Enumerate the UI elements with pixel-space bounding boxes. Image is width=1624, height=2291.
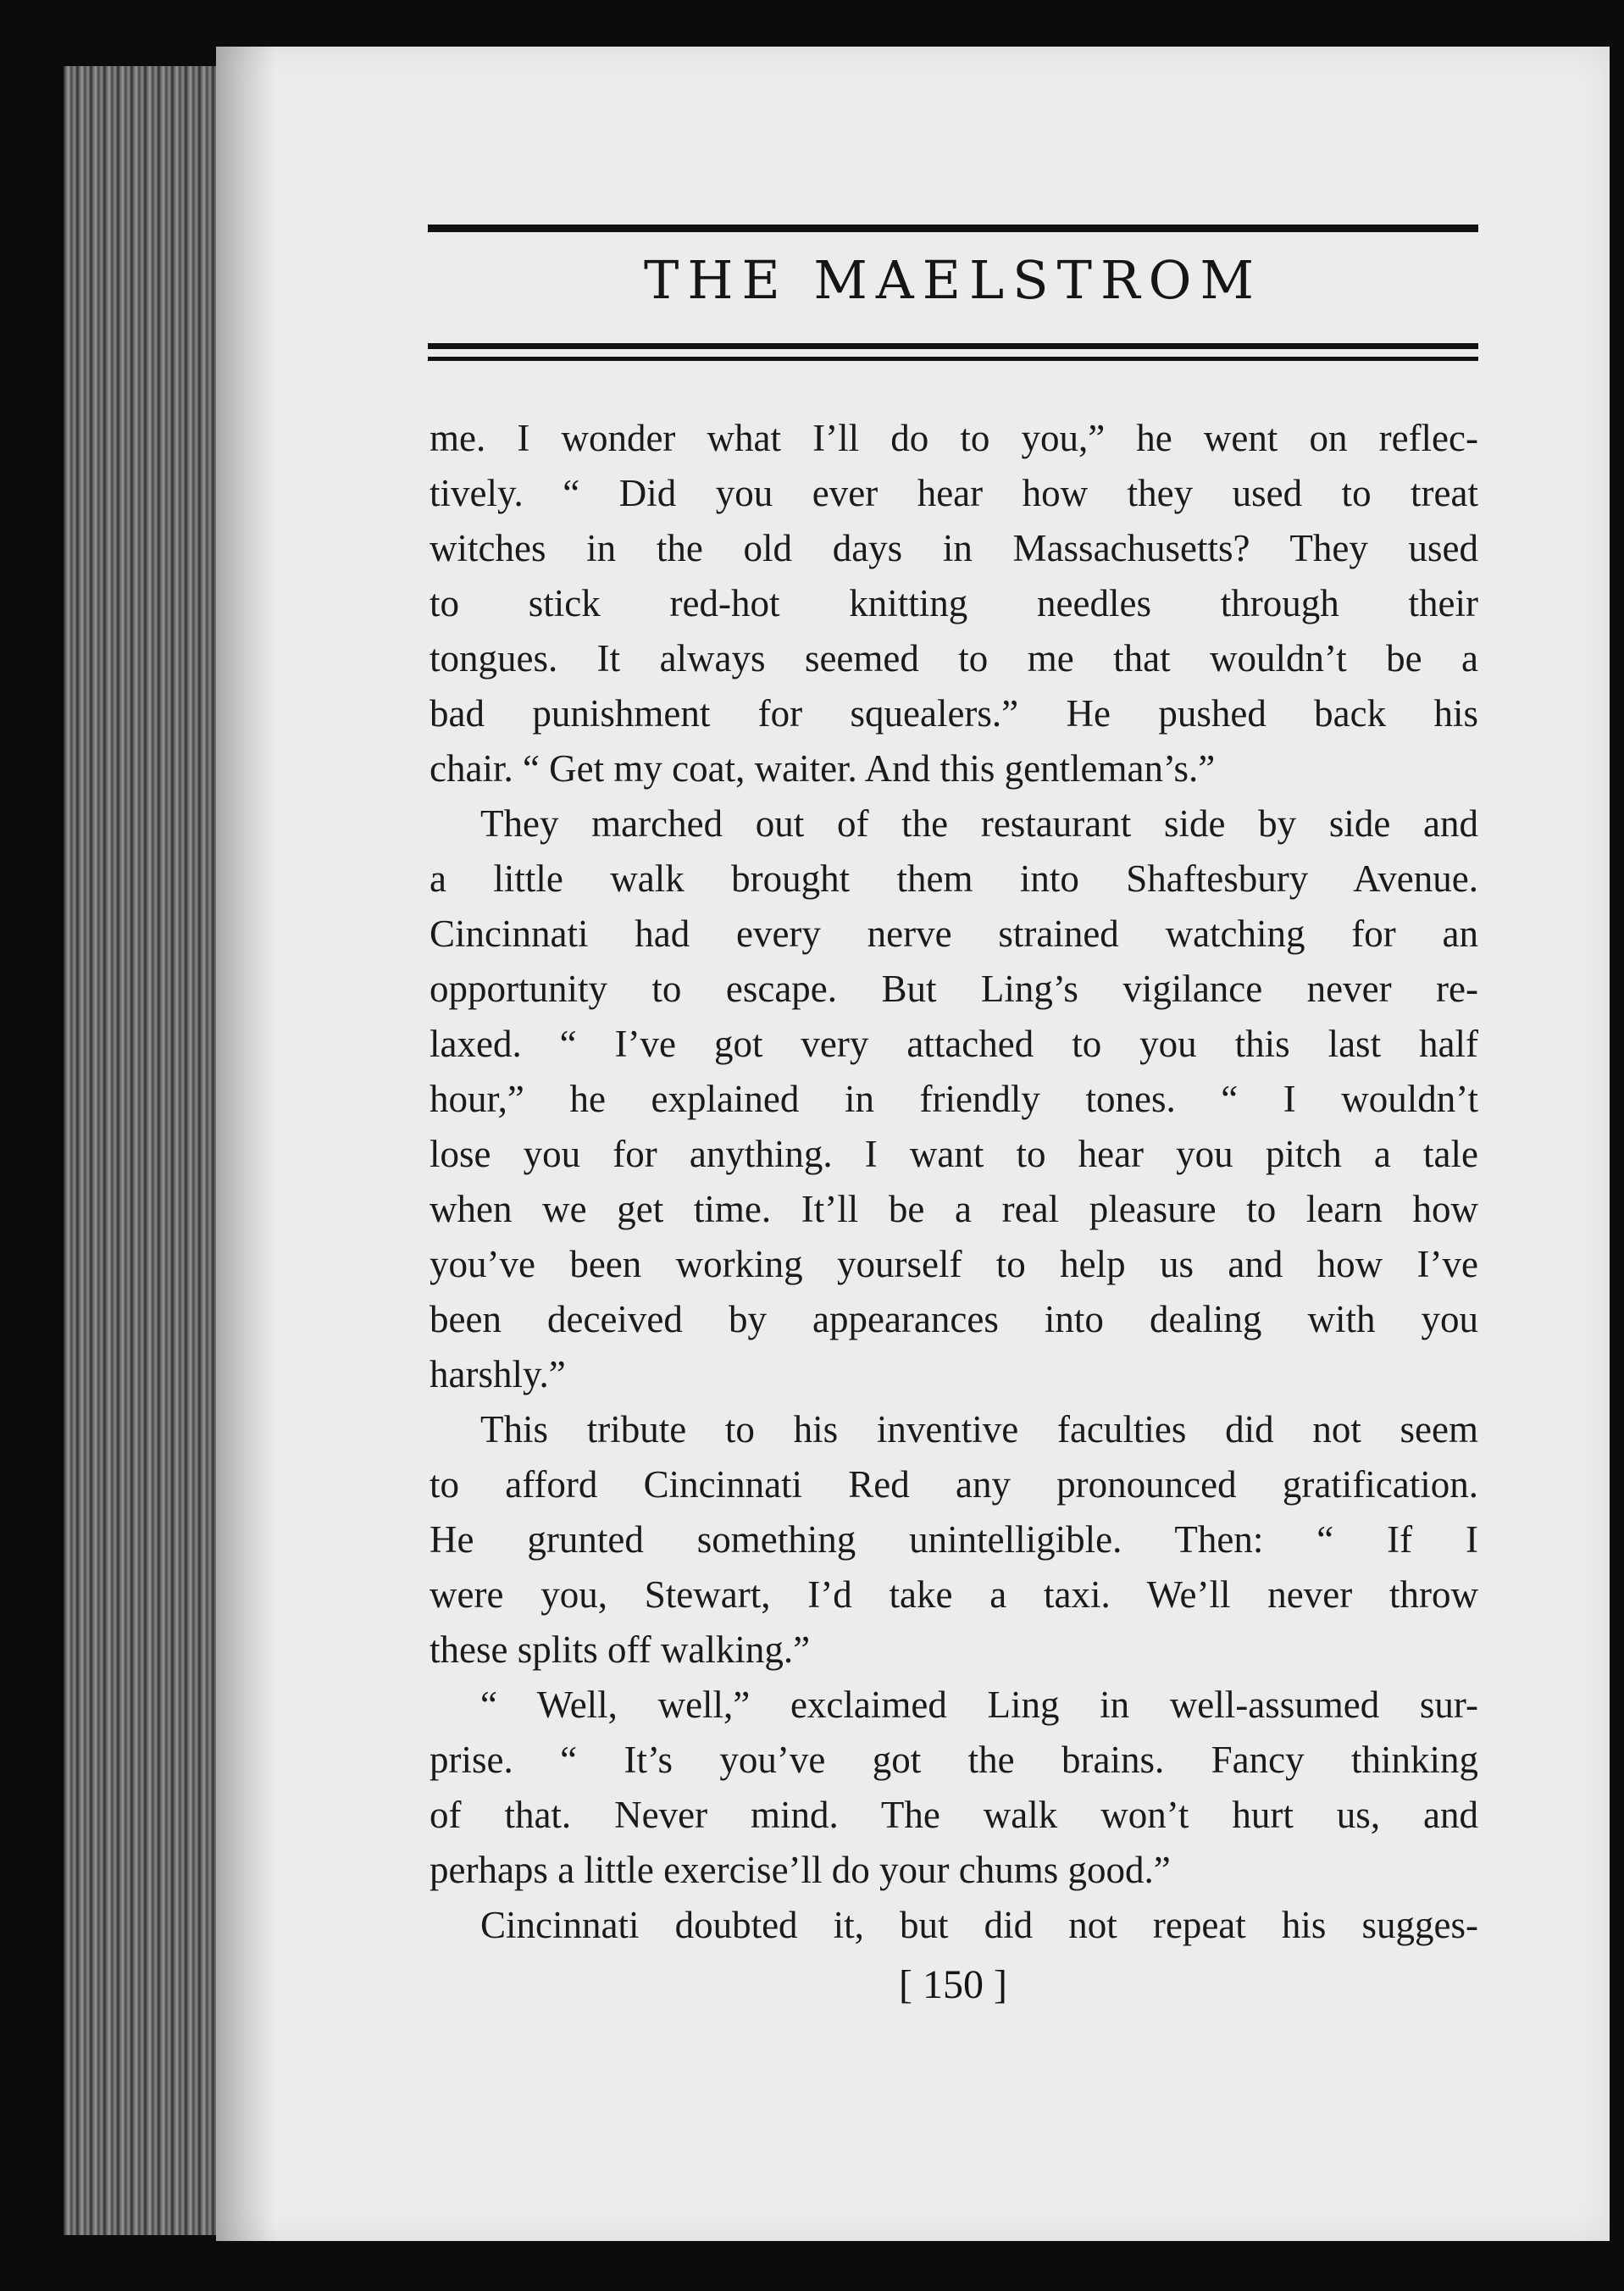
- text-line: lose you for anything. I want to hear you pitch a tale: [430, 1133, 1478, 1175]
- text-line: They marched out of the restaurant side by side and: [480, 802, 1478, 845]
- page-number: [ 150 ]: [899, 1962, 1007, 2007]
- running-head: THE MAELSTROM: [644, 249, 1262, 311]
- text-line: He grunted something unintelligible. Then: “ If I: [430, 1518, 1478, 1561]
- body-text: [430, 411, 1478, 1953]
- text-line: opportunity to escape. But Ling’s vigilance never re-: [430, 968, 1478, 1010]
- text-line: these splits off walking.”: [430, 1628, 811, 1671]
- text-line: tively. “ Did you ever hear how they used to treat: [430, 472, 1478, 514]
- text-line: chair. “ Get my coat, waiter. And this gentleman’s.”: [430, 747, 1216, 790]
- header-rule-top: [428, 225, 1478, 232]
- header-rule-bottom: [428, 343, 1478, 349]
- text-line: This tribute to his inventive faculties did not seem: [480, 1408, 1478, 1451]
- text-line: hour,” he explained in friendly tones. “ I wouldn’t: [430, 1078, 1478, 1120]
- text-line: prise. “ It’s you’ve got the brains. Fancy thinking: [430, 1739, 1478, 1781]
- text-line: tongues. It always seemed to me that wouldn’t be a: [430, 637, 1478, 680]
- text-line: were you, Stewart, I’d take a taxi. We’ll never throw: [430, 1573, 1478, 1616]
- gutter-shadow: [216, 47, 275, 2241]
- text-line: when we get time. It’ll be a real pleasure to learn how: [430, 1188, 1478, 1230]
- text-line: Cincinnati doubted it, but did not repeat his sugges-: [480, 1904, 1478, 1946]
- text-line: of that. Never mind. The walk won’t hurt us, and: [430, 1794, 1478, 1836]
- text-line: bad punishment for squealers.” He pushed back his: [430, 692, 1478, 735]
- text-line: perhaps a little exercise’ll do your chums good.”: [430, 1849, 1171, 1891]
- text-line: “ Well, well,” exclaimed Ling in well-assumed sur-: [480, 1684, 1478, 1726]
- text-line: you’ve been working yourself to help us and how I’ve: [430, 1243, 1478, 1285]
- book-page-edges: [64, 66, 229, 2235]
- text-line: laxed. “ I’ve got very attached to you this last half: [430, 1023, 1478, 1065]
- text-line: to stick red-hot knitting needles through their: [430, 582, 1478, 624]
- text-line: been deceived by appearances into dealing with you: [430, 1298, 1478, 1340]
- header-rule-bottom-thin: [428, 357, 1478, 361]
- text-line: Cincinnati had every nerve strained watching for an: [430, 913, 1478, 955]
- text-line: me. I wonder what I’ll do to you,” he went on reflec-: [430, 417, 1478, 459]
- text-line: harshly.”: [430, 1353, 566, 1395]
- text-line: witches in the old days in Massachusetts? They used: [430, 527, 1478, 569]
- text-line: to afford Cincinnati Red any pronounced gratification.: [430, 1463, 1478, 1506]
- text-line: a little walk brought them into Shaftesbury Avenue.: [430, 857, 1478, 900]
